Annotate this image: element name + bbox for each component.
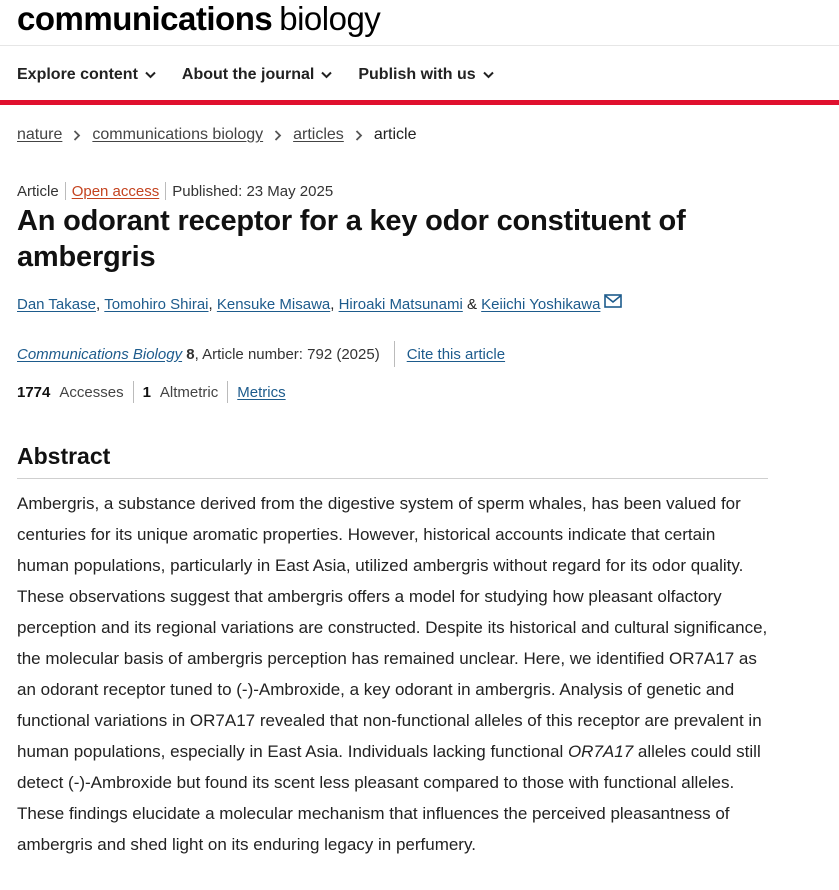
chevron-right-icon [274, 130, 282, 141]
nav-publish-with-us[interactable] [358, 66, 493, 84]
divider [133, 381, 134, 403]
divider [165, 182, 166, 200]
chevron-down-icon [145, 71, 156, 79]
article-title: An odorant receptor for a key odor constituent of ambergris [17, 205, 686, 273]
metrics-row [17, 381, 286, 403]
divider [65, 182, 66, 200]
nav-about-journal[interactable] [182, 66, 332, 84]
author-link[interactable]: Tomohiro Shirai [104, 296, 209, 313]
accesses-label: Accesses [59, 383, 124, 401]
metrics-link[interactable]: Metrics [237, 383, 286, 401]
chevron-down-icon [483, 71, 494, 79]
chevron-right-icon [355, 130, 363, 141]
author-ampersand: & [466, 296, 477, 313]
author-separator: , [208, 296, 213, 313]
journal-logo[interactable] [17, 0, 380, 40]
citation-row [17, 341, 505, 367]
altmetric-label: Altmetric [159, 383, 219, 401]
author-list [17, 296, 622, 313]
article-type: Article [17, 182, 59, 200]
altmetric-count: 1 [142, 383, 151, 401]
chevron-right-icon [73, 130, 81, 141]
nav-explore-content[interactable] [17, 66, 156, 84]
author-link[interactable]: Hiroaki Matsunami [338, 296, 463, 313]
divider [394, 341, 395, 367]
author-link[interactable]: Keiichi Yoshikawa [481, 296, 601, 313]
breadcrumb-articles[interactable]: articles [293, 126, 344, 143]
accesses-count: 1774 [17, 383, 51, 401]
breadcrumb-nature[interactable]: nature [17, 126, 63, 143]
nav-label: Publish with us [358, 66, 476, 83]
published-date: Published: 23 May 2025 [172, 182, 334, 200]
abstract-heading: Abstract [17, 443, 111, 469]
header-divider [0, 45, 839, 46]
logo-light-text: biology [279, 0, 381, 37]
abstract-text-part: Ambergris, a substance derived from the digestive system of sperm whales, has been valued for centuries for its unique aromatic properties. However, historical accounts indicate that certain human populations, particularly in East Asia, utilized ambergris without regard for its odor quality. These observations suggest that ambergris offers a model for studying how pleasant olfactory perception and its regional variations are constructed. Despite its historical and cultural significance, the molecular basis of ambergris perception has remained unclear. Here, we identified OR7A17 as an odorant receptor tuned to (-)-Ambroxide, a key odorant in ambergris. Analysis of genetic and functional variations in OR7A17 revealed that non-functional alleles of this receptor are prevalent in human populations, especially in East Asia. Individuals lacking functional [17, 494, 768, 761]
nav-label: About the journal [181, 66, 315, 83]
author-link[interactable]: Kensuke Misawa [216, 296, 331, 313]
breadcrumb-current: article [373, 126, 417, 143]
cite-article-link[interactable]: Cite this article [406, 345, 506, 363]
nav-label: Explore content [17, 66, 138, 83]
logo-bold-text: communications [17, 0, 273, 37]
main-nav [17, 62, 520, 88]
abstract-text-part: alleles could still detect (-)-Ambroxide but found its scent less pleasant compared to those with functional alleles. These findings elucidate a molecular mechanism that influences the perceived pleasantness of ambergris and shed light on its enduring legacy in perfumery. [17, 742, 761, 854]
author-link[interactable]: Dan Takase [17, 296, 96, 313]
gene-name: OR7A17 [567, 742, 634, 761]
abstract-divider [17, 478, 768, 479]
breadcrumb-communications-biology[interactable]: communications biology [92, 126, 264, 143]
journal-link[interactable]: Communications Biology [17, 345, 183, 363]
abstract-text [17, 488, 768, 860]
divider [227, 381, 228, 403]
volume: 8 [186, 345, 195, 363]
breadcrumb [17, 126, 417, 144]
accent-bar [0, 100, 839, 105]
author-separator: , [330, 296, 335, 313]
article-number: , Article number: 792 (2025) [194, 345, 380, 363]
author-separator: , [95, 296, 101, 313]
article-meta [17, 182, 333, 200]
open-access-link[interactable]: Open access [71, 182, 160, 200]
email-icon[interactable] [604, 294, 622, 308]
chevron-down-icon [321, 71, 332, 79]
